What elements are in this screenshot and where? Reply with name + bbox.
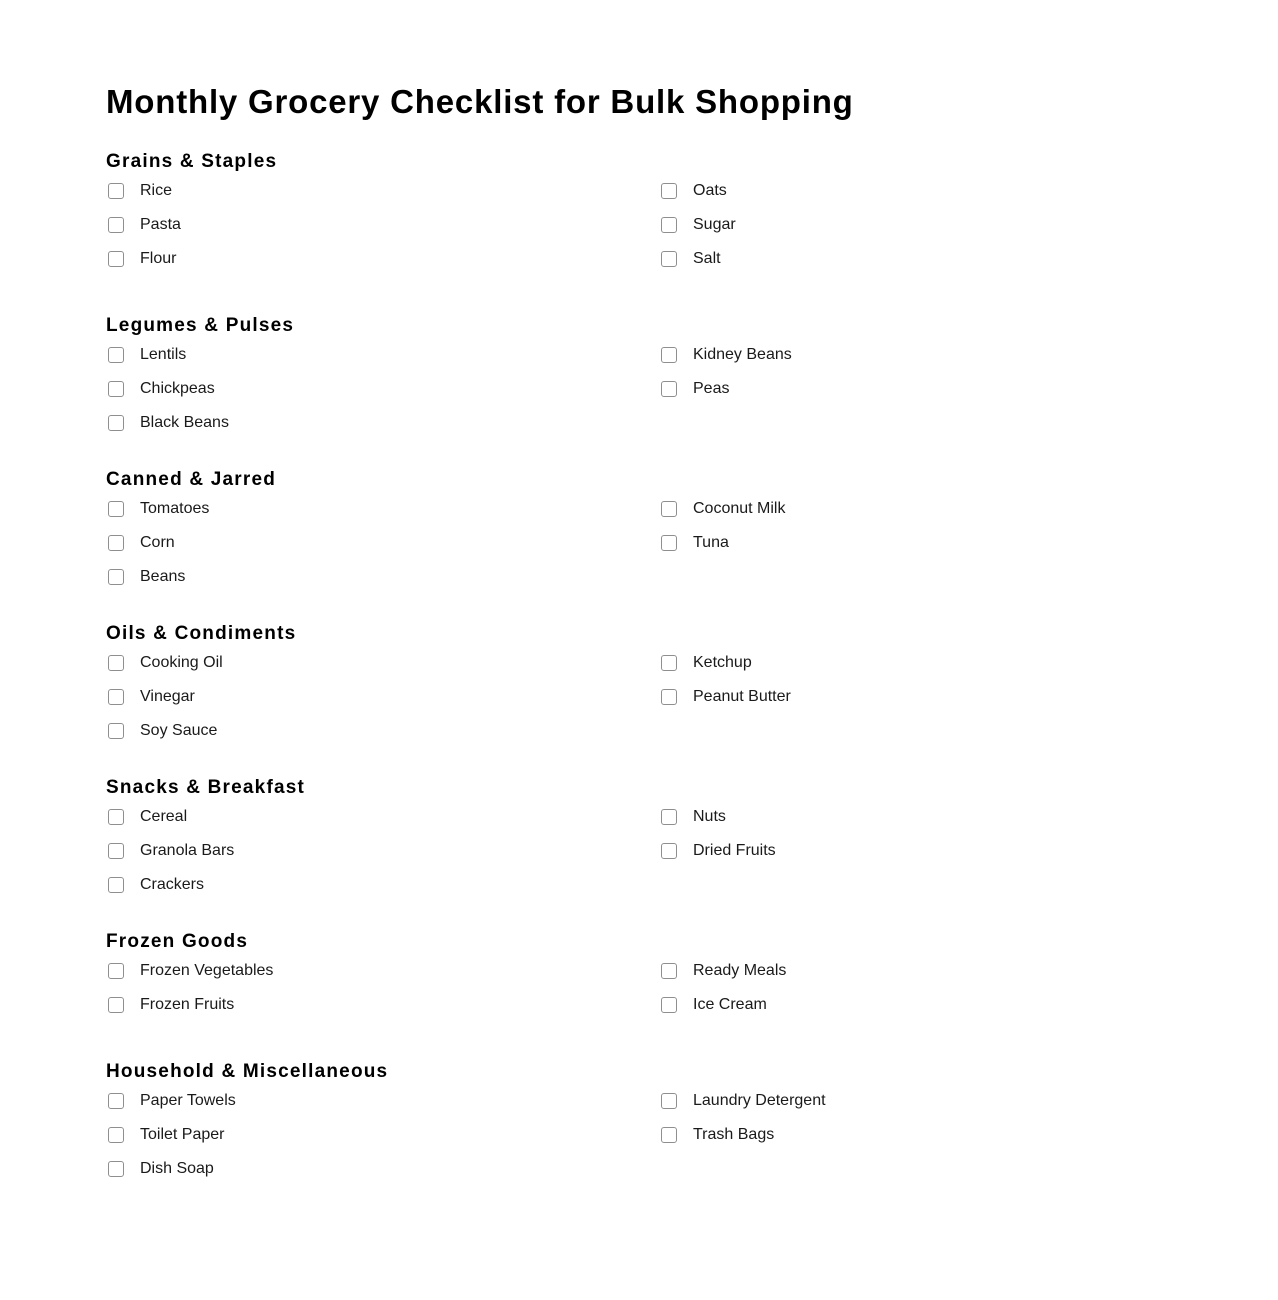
checklist-item[interactable] <box>661 680 1161 714</box>
checkbox[interactable] <box>108 347 124 363</box>
section-canned-jarred <box>106 468 1206 585</box>
checklist-item[interactable] <box>108 492 608 526</box>
left-column <box>108 800 608 902</box>
item-label: Frozen Vegetables <box>140 962 274 979</box>
item-label: Oats <box>693 182 727 199</box>
item-label: Trash Bags <box>693 1126 775 1143</box>
item-label: Ice Cream <box>693 996 767 1013</box>
checkbox[interactable] <box>108 723 124 739</box>
checklist-item[interactable] <box>661 646 1161 680</box>
left-column <box>108 954 608 1022</box>
checklist-item[interactable] <box>108 174 608 208</box>
checklist-item[interactable] <box>108 208 608 242</box>
checkbox[interactable] <box>108 997 124 1013</box>
checkbox[interactable] <box>661 183 677 199</box>
item-label: Crackers <box>140 876 205 893</box>
section-frozen-goods <box>106 930 1206 1013</box>
checkbox[interactable] <box>108 843 124 859</box>
section-title: Grains & Staples <box>106 151 278 172</box>
section-legumes-pulses <box>106 314 1206 431</box>
checklist-item[interactable] <box>661 174 1161 208</box>
checklist-item[interactable] <box>108 406 608 440</box>
checkbox[interactable] <box>661 347 677 363</box>
checklist-item[interactable] <box>108 1152 608 1186</box>
left-column <box>108 646 608 748</box>
checklist-page <box>106 80 1206 1177</box>
checkbox[interactable] <box>108 809 124 825</box>
checklist-item[interactable] <box>108 1118 608 1152</box>
checkbox[interactable] <box>661 963 677 979</box>
checklist-item[interactable] <box>661 242 1161 276</box>
section-title: Frozen Goods <box>106 931 249 952</box>
right-column <box>661 338 1161 406</box>
left-column <box>108 492 608 594</box>
checkbox[interactable] <box>661 655 677 671</box>
section-title: Canned & Jarred <box>106 469 277 490</box>
left-column <box>108 338 608 440</box>
checkbox[interactable] <box>108 535 124 551</box>
section-title: Snacks & Breakfast <box>106 777 306 798</box>
item-label: Cooking Oil <box>140 654 223 671</box>
item-label: Ketchup <box>693 654 752 671</box>
item-label: Lentils <box>140 346 187 363</box>
right-column <box>661 800 1161 868</box>
right-column <box>661 954 1161 1022</box>
checkbox[interactable] <box>108 963 124 979</box>
item-label: Kidney Beans <box>693 346 792 363</box>
checkbox[interactable] <box>108 877 124 893</box>
checklist-item[interactable] <box>108 868 608 902</box>
item-label: Vinegar <box>140 688 195 705</box>
checkbox[interactable] <box>661 501 677 517</box>
checkbox[interactable] <box>108 217 124 233</box>
checkbox[interactable] <box>661 843 677 859</box>
item-label: Frozen Fruits <box>140 996 235 1013</box>
section-oils-condiments <box>106 622 1206 739</box>
checklist-item[interactable] <box>661 492 1161 526</box>
item-label: Paper Towels <box>140 1092 236 1109</box>
item-label: Soy Sauce <box>140 722 218 739</box>
checklist-item[interactable] <box>661 208 1161 242</box>
right-column <box>661 492 1161 560</box>
checklist-item[interactable] <box>108 560 608 594</box>
checklist-item[interactable] <box>108 988 608 1022</box>
checkbox[interactable] <box>108 1127 124 1143</box>
checkbox[interactable] <box>661 217 677 233</box>
left-column <box>108 174 608 276</box>
checklist-item[interactable] <box>108 680 608 714</box>
item-label: Nuts <box>693 808 726 825</box>
item-label: Toilet Paper <box>140 1126 225 1143</box>
checklist-item[interactable] <box>661 372 1161 406</box>
item-label: Cereal <box>140 808 188 825</box>
section-title: Legumes & Pulses <box>106 315 295 336</box>
item-label: Rice <box>140 182 173 199</box>
checklist-item[interactable] <box>108 526 608 560</box>
right-column <box>661 174 1161 276</box>
checklist-item[interactable] <box>108 800 608 834</box>
item-label: Tomatoes <box>140 500 210 517</box>
left-column <box>108 1084 608 1186</box>
checklist-item[interactable] <box>661 988 1161 1022</box>
checkbox[interactable] <box>108 1093 124 1109</box>
item-label: Coconut Milk <box>693 500 786 517</box>
item-label: Corn <box>140 534 175 551</box>
checkbox[interactable] <box>661 251 677 267</box>
checklist-item[interactable] <box>108 646 608 680</box>
checklist-item[interactable] <box>661 800 1161 834</box>
checklist-item[interactable] <box>108 1084 608 1118</box>
checklist-item[interactable] <box>661 834 1161 868</box>
checkbox[interactable] <box>108 415 124 431</box>
section-household-misc <box>106 1060 1206 1177</box>
item-label: Beans <box>140 568 186 585</box>
item-label: Peas <box>693 380 730 397</box>
section-snacks-breakfast <box>106 776 1206 893</box>
item-label: Laundry Detergent <box>693 1092 826 1109</box>
section-title: Household & Miscellaneous <box>106 1061 389 1082</box>
checkbox[interactable] <box>661 1093 677 1109</box>
checklist-item[interactable] <box>108 338 608 372</box>
item-label: Pasta <box>140 216 181 233</box>
section-grains-staples <box>106 150 1206 267</box>
item-label: Dish Soap <box>140 1160 214 1177</box>
checklist-item[interactable] <box>108 834 608 868</box>
checklist-item[interactable] <box>661 954 1161 988</box>
item-label: Granola Bars <box>140 842 235 859</box>
checklist-item[interactable] <box>661 1118 1161 1152</box>
item-label: Ready Meals <box>693 962 787 979</box>
checkbox[interactable] <box>108 251 124 267</box>
checkbox[interactable] <box>661 1127 677 1143</box>
right-column <box>661 646 1161 714</box>
item-label: Peanut Butter <box>693 688 791 705</box>
checkbox[interactable] <box>108 689 124 705</box>
item-label: Salt <box>693 250 721 267</box>
checklist-item[interactable] <box>661 1084 1161 1118</box>
checkbox[interactable] <box>108 183 124 199</box>
checkbox[interactable] <box>661 997 677 1013</box>
item-label: Black Beans <box>140 414 229 431</box>
checklist-item[interactable] <box>108 714 608 748</box>
item-label: Flour <box>140 250 177 267</box>
checkbox[interactable] <box>108 569 124 585</box>
checkbox[interactable] <box>108 1161 124 1177</box>
checklist-item[interactable] <box>661 338 1161 372</box>
item-label: Sugar <box>693 216 736 233</box>
checkbox[interactable] <box>108 655 124 671</box>
checklist-item[interactable] <box>108 242 608 276</box>
section-title: Oils & Condiments <box>106 623 297 644</box>
item-label: Tuna <box>693 534 729 551</box>
checkbox[interactable] <box>661 809 677 825</box>
right-column <box>661 1084 1161 1152</box>
checklist-item[interactable] <box>108 372 608 406</box>
checkbox[interactable] <box>108 501 124 517</box>
checklist-item[interactable] <box>108 954 608 988</box>
checklist-item[interactable] <box>661 526 1161 560</box>
item-label: Dried Fruits <box>693 842 776 859</box>
page-title: Monthly Grocery Checklist for Bulk Shopping <box>106 83 854 120</box>
checkbox[interactable] <box>661 535 677 551</box>
checkbox[interactable] <box>661 381 677 397</box>
checkbox[interactable] <box>661 689 677 705</box>
item-label: Chickpeas <box>140 380 215 397</box>
checkbox[interactable] <box>108 381 124 397</box>
